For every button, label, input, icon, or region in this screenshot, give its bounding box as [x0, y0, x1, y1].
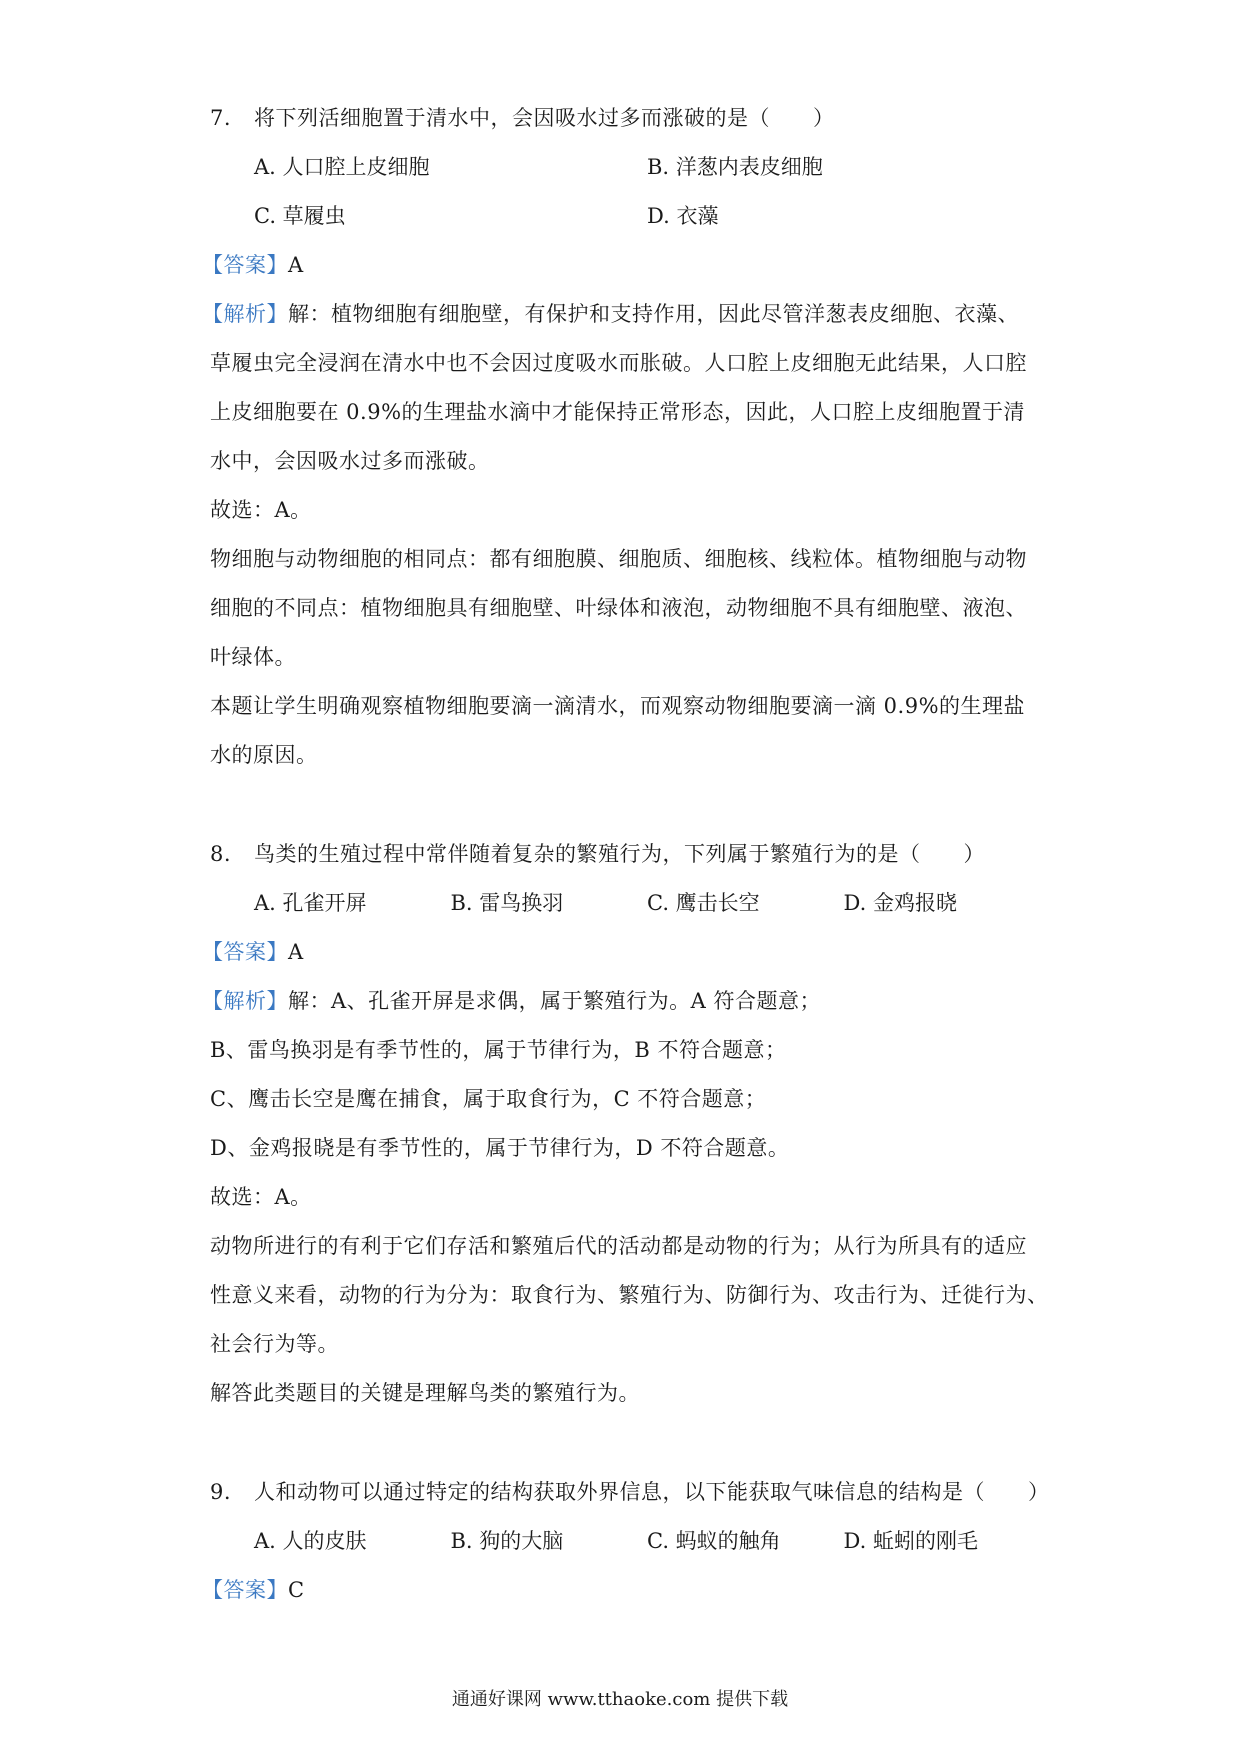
answer-tag: 【答案】 [202, 1578, 288, 1602]
answer-value: A [288, 940, 304, 964]
question-7-options-row-1 [210, 143, 1040, 192]
option-a: A. 人口腔上皮细胞 [254, 155, 430, 179]
question-7-analysis-line-8: 叶绿体。 [210, 645, 296, 669]
question-8-analysis-line-2: B、雷鸟换羽是有季节性的，属于节律行为，B 不符合题意； [210, 1038, 787, 1062]
question-7-analysis-line-7: 细胞的不同点：植物细胞具有细胞壁、叶绿体和液泡，动物细胞不具有细胞壁、液泡、 [210, 596, 1027, 620]
question-7-analysis-line-1 [202, 290, 1040, 339]
option-a: A. 孔雀开屏 [254, 891, 367, 915]
question-7-analysis-line-2: 草履虫完全浸润在清水中也不会因过度吸水而胀破。人口腔上皮细胞无此结果，人口腔 [210, 351, 1027, 375]
question-7-analysis-line-4: 水中，会因吸水过多而涨破。 [210, 449, 490, 473]
option-c: C. 鹰击长空 [647, 891, 760, 915]
option-b: B. 雷鸟换羽 [450, 891, 564, 915]
question-7-options-row-2 [210, 192, 1040, 241]
option-b: B. 狗的大脑 [450, 1529, 564, 1553]
spacer [210, 1418, 1040, 1468]
analysis-text: 解：植物细胞有细胞壁，有保护和支持作用，因此尽管洋葱表皮细胞、衣藻、 [288, 302, 1019, 326]
page-footer: 通通好课网 www.tthaoke.com 提供下载 [451, 1689, 789, 1710]
question-8-analysis-line-6: 动物所进行的有利于它们存活和繁殖后代的活动都是动物的行为；从行为所具有的适应 [210, 1234, 1027, 1258]
analysis-text: 解：A、孔雀开屏是求偶，属于繁殖行为。A 符合题意； [288, 989, 822, 1013]
question-8-choice: 故选：A。 [210, 1185, 312, 1209]
question-number: 9. [210, 1480, 232, 1504]
question-8-stem [210, 830, 1040, 879]
question-number: 8. [210, 842, 232, 866]
question-8-analysis-line-7: 性意义来看，动物的行为分为：取食行为、繁殖行为、防御行为、攻击行为、迁徙行为、 [210, 1283, 1049, 1307]
option-a: A. 人的皮肤 [254, 1529, 367, 1553]
option-c: C. 蚂蚁的触角 [647, 1529, 781, 1553]
option-b: B. 洋葱内表皮细胞 [647, 155, 823, 179]
question-8-analysis-line-1 [202, 977, 1040, 1026]
answer-tag: 【答案】 [202, 253, 288, 277]
question-9-stem [210, 1468, 1050, 1517]
document-body [202, 94, 1050, 1615]
question-text: 鸟类的生殖过程中常伴随着复杂的繁殖行为，下列属于繁殖行为的是（ ） [254, 842, 985, 866]
option-d: D. 衣藻 [647, 204, 719, 228]
question-7-stem [210, 94, 1040, 143]
question-8-options [210, 879, 1040, 928]
question-8-answer [202, 928, 1040, 977]
option-c: C. 草履虫 [254, 204, 346, 228]
question-7-analysis-line-6: 物细胞与动物细胞的相同点：都有细胞膜、细胞质、细胞核、线粒体。植物细胞与动物 [210, 547, 1027, 571]
answer-value: A [288, 253, 304, 277]
option-d: D. 金鸡报晓 [843, 891, 957, 915]
question-8-analysis-line-8: 社会行为等。 [210, 1332, 339, 1356]
question-8-analysis-line-3: C、鹰击长空是鹰在捕食，属于取食行为，C 不符合题意； [210, 1087, 767, 1111]
analysis-tag: 【解析】 [202, 302, 288, 326]
analysis-tag: 【解析】 [202, 989, 288, 1013]
question-8-analysis-line-4: D、金鸡报晓是有季节性的，属于节律行为，D 不符合题意。 [210, 1136, 790, 1160]
option-d: D. 蚯蚓的刚毛 [843, 1529, 978, 1553]
spacer [210, 780, 1040, 830]
question-number: 7. [210, 106, 232, 130]
question-text: 将下列活细胞置于清水中，会因吸水过多而涨破的是（ ） [254, 106, 835, 130]
question-7-analysis-line-3: 上皮细胞要在 0.9%的生理盐水滴中才能保持正常形态，因此，人口腔上皮细胞置于清 [210, 400, 1026, 424]
question-7-analysis-line-9: 本题让学生明确观察植物细胞要滴一滴清水，而观察动物细胞要滴一滴 0.9%的生理盐 [210, 694, 1026, 718]
question-7-choice: 故选：A。 [210, 498, 312, 522]
question-text: 人和动物可以通过特定的结构获取外界信息，以下能获取气味信息的结构是（ ） [254, 1480, 1050, 1504]
answer-tag: 【答案】 [202, 940, 288, 964]
question-7-analysis-line-10: 水的原因。 [210, 743, 318, 767]
question-9-options [210, 1517, 1040, 1566]
question-8-analysis-line-9: 解答此类题目的关键是理解鸟类的繁殖行为。 [210, 1381, 640, 1405]
question-9-answer [202, 1566, 1040, 1615]
answer-value: C [288, 1578, 305, 1602]
question-7-answer [202, 241, 1040, 290]
